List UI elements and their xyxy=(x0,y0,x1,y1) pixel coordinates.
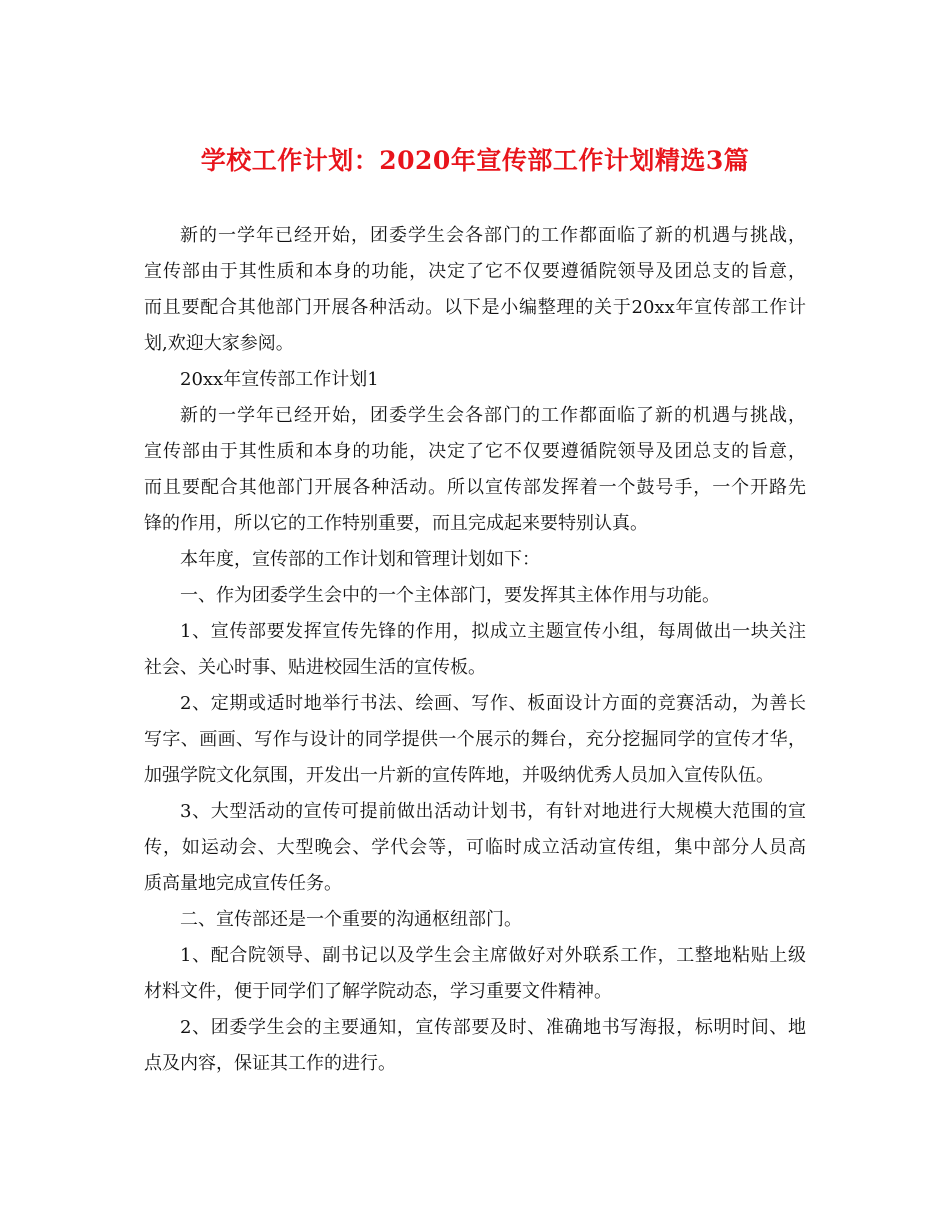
paragraph-line: 2、团委学生会的主要通知，宣传部要及时、准确地书写海报，标明时间、地 xyxy=(180,1017,806,1038)
paragraph-line: 一、作为团委学生会中的一个主体部门，要发挥其主体作用与功能。 xyxy=(180,585,720,606)
paragraph xyxy=(144,1010,806,1082)
paragraph xyxy=(144,938,806,1010)
paragraph-line: 新的一学年已经开始，团委学生会各部门的工作都面临了新的机遇与挑战， xyxy=(180,405,806,426)
paragraph-line: 而且要配合其他部门开展各种活动。所以宣传部发挥着一个鼓号手，一个开路先 xyxy=(144,477,806,498)
paragraph-line: 材料文件，便于同学们了解学院动态，学习重要文件精神。 xyxy=(144,981,612,1002)
paragraph-line: 二、宣传部还是一个重要的沟通枢纽部门。 xyxy=(180,909,522,930)
paragraph-line: 2、定期或适时地举行书法、绘画、写作、板面设计方面的竞赛活动，为善长 xyxy=(180,693,806,714)
paragraph xyxy=(144,542,806,578)
paragraph-line: 1、宣传部要发挥宣传先锋的作用，拟成立主题宣传小组，每周做出一块关注 xyxy=(180,621,806,642)
paragraph-line: 新的一学年已经开始，团委学生会各部门的工作都面临了新的机遇与挑战， xyxy=(180,225,806,246)
paragraph-line: 加强学院文化氛围，开发出一片新的宣传阵地，并吸纳优秀人员加入宣传队伍。 xyxy=(144,765,774,786)
paragraph-line: 20xx年宣传部工作计划1 xyxy=(180,369,379,390)
paragraph xyxy=(144,902,806,938)
paragraph-line: 宣传部由于其性质和本身的功能，决定了它不仅要遵循院领导及团总支的旨意， xyxy=(144,441,806,462)
paragraph-line: 写字、画画、写作与设计的同学提供一个展示的舞台，充分挖掘同学的宣传才华， xyxy=(144,729,806,750)
paragraph-line: 本年度，宣传部的工作计划和管理计划如下： xyxy=(180,549,540,570)
paragraph xyxy=(144,614,806,686)
document-title: 学校工作计划：2020年宣传部工作计划精选3篇 xyxy=(200,146,750,175)
paragraph-line: 3、大型活动的宣传可提前做出活动计划书，有针对地进行大规模大范围的宣 xyxy=(180,801,806,822)
document-body xyxy=(144,218,806,1082)
paragraph-line: 社会、关心时事、贴进校园生活的宣传板。 xyxy=(144,657,486,678)
paragraph xyxy=(144,794,806,902)
paragraph-line: 传，如运动会、大型晚会、学代会等，可临时成立活动宣传组，集中部分人员高 xyxy=(144,837,806,858)
paragraph-line: 划,欢迎大家参阅。 xyxy=(144,333,294,354)
paragraph xyxy=(144,578,806,614)
paragraph-line: 1、配合院领导、副书记以及学生会主席做好对外联系工作，工整地粘贴上级 xyxy=(180,945,806,966)
paragraph xyxy=(144,362,806,398)
paragraph xyxy=(144,218,806,362)
paragraph-line: 宣传部由于其性质和本身的功能，决定了它不仅要遵循院领导及团总支的旨意， xyxy=(144,261,806,282)
paragraph-line: 锋的作用，所以它的工作特别重要，而且完成起来要特别认真。 xyxy=(144,513,648,534)
paragraph-line: 而且要配合其他部门开展各种活动。以下是小编整理的关于20xx年宣传部工作计 xyxy=(144,297,806,318)
paragraph xyxy=(144,686,806,794)
paragraph xyxy=(144,398,806,542)
paragraph-line: 质高量地完成宣传任务。 xyxy=(144,873,342,894)
paragraph-line: 点及内容，保证其工作的进行。 xyxy=(144,1053,396,1074)
